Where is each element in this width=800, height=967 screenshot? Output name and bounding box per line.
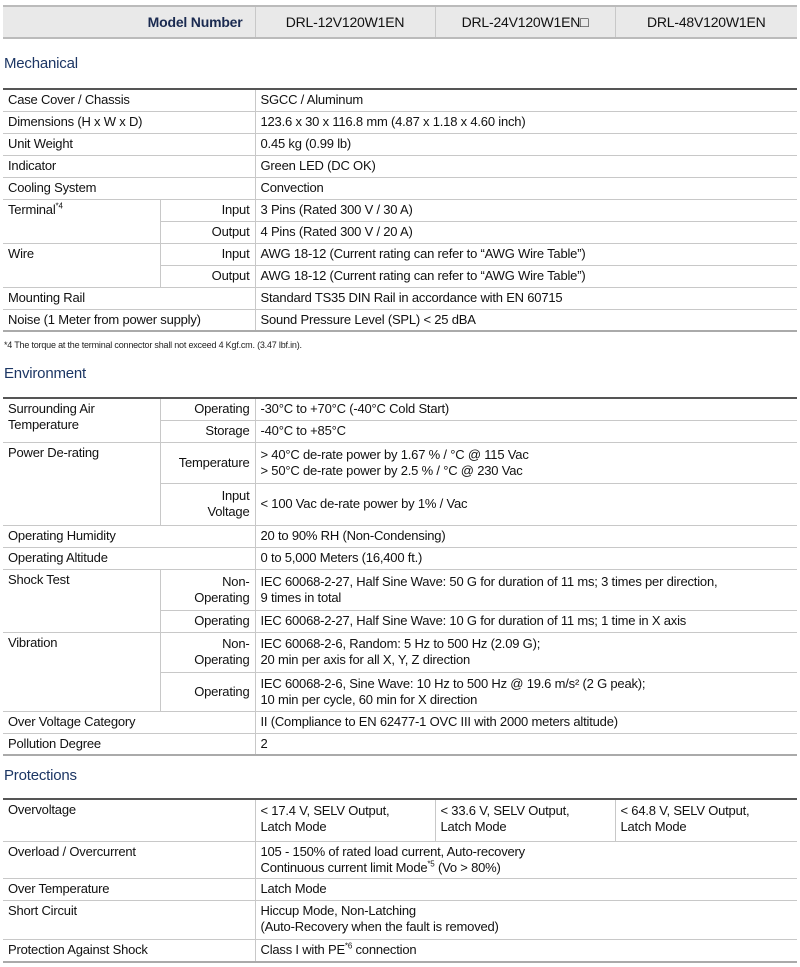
text-line: Input	[221, 246, 250, 261]
text-line: 123.6 x 30 x 116.8 mm (4.87 x 1.18 x 4.60 inch)	[260, 113, 526, 129]
sub-label	[160, 672, 255, 711]
row-label: Dimensions (H x W x D)	[3, 111, 255, 133]
table-row	[3, 155, 797, 177]
text-line: Latch Mode	[260, 880, 327, 896]
footnote-ref: *6	[344, 941, 353, 951]
text-line: Voltage	[207, 504, 250, 519]
text-line: < 17.4 V, SELV Output,	[260, 803, 390, 818]
table-row	[3, 878, 797, 900]
text-line: 0.45 kg (0.99 lb)	[260, 135, 352, 151]
row-label: Short Circuit	[3, 900, 255, 939]
text-line: Operating	[194, 683, 250, 699]
text-line: < 33.6 V, SELV Output,	[440, 803, 570, 818]
text-line: 0 to 5,000 Meters (16,400 ft.)	[260, 549, 423, 565]
text-line: -40°C to +85°C	[260, 423, 346, 438]
model-number-label: Model Number	[147, 14, 243, 30]
text-line: Output	[211, 224, 250, 239]
text-line: IEC 60068-2-6, Random: 5 Hz to 500 Hz (2.09 G);	[260, 636, 541, 651]
text-line: IEC 60068-2-27, Half Sine Wave: 10 G for duration of 11 ms; 1 time in X axis	[260, 613, 687, 628]
table-row	[3, 632, 797, 672]
sub-label	[160, 398, 255, 420]
text-line: IEC 60068-2-27, Half Sine Wave: 50 G for duration of 11 ms; 3 times per direction,	[260, 573, 718, 589]
text-line: Sound Pressure Level (SPL) < 25 dBA	[260, 311, 476, 327]
row-value	[255, 569, 797, 610]
footnote-ref: *4	[55, 201, 63, 211]
row-label: Overvoltage	[3, 799, 255, 841]
row-value	[255, 155, 797, 177]
text-line: Input	[221, 202, 250, 217]
table-row	[3, 287, 797, 309]
row-value	[255, 309, 797, 331]
row-value	[255, 133, 797, 155]
sub-label	[160, 199, 255, 221]
row-value	[255, 398, 797, 420]
row-value	[255, 420, 797, 442]
footnote-ref: *5	[427, 859, 435, 869]
row-label	[3, 569, 160, 632]
table-row	[3, 799, 797, 841]
row-label: Pollution Degree	[3, 733, 255, 755]
text-line: Standard TS35 DIN Rail in accordance with EN 60715	[260, 289, 563, 305]
row-value-model-3	[615, 799, 797, 841]
table-row	[3, 309, 797, 331]
row-value	[255, 483, 797, 525]
text-line: 20 min per axis for all X, Y, Z direction	[260, 652, 471, 667]
text-line: Storage	[205, 423, 250, 438]
text-line: > 50°C de-rate power by 2.5 % / °C @ 230 Vac	[260, 462, 523, 478]
row-value	[255, 287, 797, 309]
sub-label	[160, 483, 255, 525]
row-value-model-1	[255, 799, 435, 841]
row-value	[255, 89, 797, 111]
text-line: II (Compliance to EN 62477-1 OVC III with 2000 meters altitude)	[260, 713, 618, 729]
row-value	[255, 711, 797, 733]
table-row	[3, 111, 797, 133]
sub-label	[160, 442, 255, 483]
row-label: Case Cover / Chassis	[3, 89, 255, 111]
row-value	[255, 939, 797, 962]
table-row	[3, 442, 797, 483]
text-line: 10 min per cycle, 60 min for X direction	[260, 691, 478, 707]
table-row	[3, 569, 797, 610]
text-line: AWG 18-12 (Current rating can refer to “AWG Wire Table”)	[260, 246, 586, 261]
row-value	[255, 243, 797, 265]
row-value	[255, 733, 797, 755]
text-line: 2	[260, 735, 268, 751]
model-48v: DRL-48V120W1EN	[615, 6, 797, 38]
model-12v: DRL-12V120W1EN	[255, 6, 435, 38]
row-label	[3, 632, 160, 711]
sub-label	[160, 569, 255, 610]
row-value	[255, 199, 797, 221]
text-line: < 64.8 V, SELV Output,	[620, 803, 750, 818]
row-value	[255, 525, 797, 547]
text-line: Convection	[260, 179, 324, 195]
row-value	[255, 265, 797, 287]
row-label: Indicator	[3, 155, 255, 177]
row-value	[255, 672, 797, 711]
spec-table-protections	[3, 798, 797, 963]
spec-table-mechanical	[3, 88, 797, 332]
section-title-environment: Environment	[4, 365, 87, 382]
text-line: AWG 18-12 (Current rating can refer to “AWG Wire Table”)	[260, 268, 586, 283]
row-value	[255, 878, 797, 900]
text-line: Non-	[222, 573, 250, 589]
text-line: SGCC / Aluminum	[260, 92, 363, 107]
table-row	[3, 525, 797, 547]
row-label: Overload / Overcurrent	[3, 841, 255, 878]
table-row	[3, 177, 797, 199]
model-header-row	[3, 6, 797, 38]
row-label: Protection Against Shock	[3, 939, 255, 962]
row-label-text: Vibration	[8, 634, 58, 650]
text-line: Green LED (DC OK)	[260, 157, 376, 173]
table-row	[3, 939, 797, 962]
table-row	[3, 841, 797, 878]
table-row	[3, 199, 797, 221]
sub-label	[160, 632, 255, 672]
text-line: Input	[221, 488, 250, 503]
text: Class I with PE$^{*6}$ connection	[260, 941, 417, 957]
sub-label	[160, 221, 255, 243]
row-label: Mounting Rail	[3, 287, 255, 309]
text-line: 4 Pins (Rated 300 V / 20 A)	[260, 224, 413, 239]
text-line: > 40°C de-rate power by 1.67 % / °C @ 115 Vac	[260, 446, 529, 462]
text-line: Temperature	[178, 454, 250, 470]
text-line: < 100 Vac de-rate power by 1% / Vac	[260, 496, 468, 511]
text-line: 105 - 150% of rated load current, Auto-recovery	[260, 843, 525, 859]
row-value-model-2	[435, 799, 615, 841]
table-row	[3, 547, 797, 569]
model-header-table	[3, 5, 797, 39]
text-line: Hiccup Mode, Non-Latching	[260, 902, 416, 918]
row-label: Noise (1 Meter from power supply)	[3, 309, 255, 331]
text-line: (Auto-Recovery when the fault is removed)	[260, 918, 499, 934]
text-line: Latch Mode	[620, 819, 687, 834]
row-value	[255, 841, 797, 878]
table-row	[3, 133, 797, 155]
row-label: Operating Humidity	[3, 525, 255, 547]
sub-label	[160, 265, 255, 287]
text: Continuous current limit Mode$^{*5}$ (Vo > 80%)	[260, 859, 501, 875]
text-line: 20 to 90% RH (Non-Condensing)	[260, 527, 446, 543]
text-line: -30°C to +70°C (-40°C Cold Start)	[260, 401, 450, 417]
table-row	[3, 733, 797, 755]
text-line: Operating	[194, 401, 250, 417]
table-row	[3, 89, 797, 111]
table-row	[3, 900, 797, 939]
row-label	[3, 398, 160, 442]
text-line: Output	[211, 268, 250, 283]
row-label-text: Terminal	[8, 201, 56, 217]
row-label-text: Power De-rating	[8, 444, 99, 460]
spec-table-environment	[3, 397, 797, 756]
text-line: Operating	[194, 613, 250, 628]
section-title-mechanical: Mechanical	[4, 55, 78, 72]
table-row	[3, 398, 797, 420]
text-line: 3 Pins (Rated 300 V / 30 A)	[260, 202, 413, 217]
row-value	[255, 442, 797, 483]
row-label	[3, 199, 160, 243]
sub-label	[160, 420, 255, 442]
row-value	[255, 547, 797, 569]
table-row	[3, 711, 797, 733]
sub-label	[160, 610, 255, 632]
sub-label	[160, 243, 255, 265]
row-value	[255, 632, 797, 672]
row-label-text: Wire	[8, 245, 34, 261]
row-label	[3, 442, 160, 525]
row-label: Unit Weight	[3, 133, 255, 155]
text-line: IEC 60068-2-6, Sine Wave: 10 Hz to 500 Hz @ 19.6 m/s² (2 G peak);	[260, 675, 646, 691]
row-label: Over Temperature	[3, 878, 255, 900]
text-line: Latch Mode	[440, 819, 507, 834]
footnote: *4 The torque at the terminal connector shall not exceed 4 Kgf.cm. (3.47 lbf.in).	[4, 340, 302, 350]
row-label: Over Voltage Category	[3, 711, 255, 733]
row-value	[255, 111, 797, 133]
row-label-text: Shock Test	[8, 571, 70, 587]
model-24v: DRL-24V120W1EN□	[435, 6, 615, 38]
section-title-protections: Protections	[4, 767, 77, 784]
text-line	[261, 942, 793, 958]
text-line	[261, 860, 793, 876]
row-label: Operating Altitude	[3, 547, 255, 569]
text-line: Latch Mode	[260, 819, 327, 834]
row-value	[255, 610, 797, 632]
row-label-text: Surrounding Air Temperature	[8, 401, 95, 432]
row-label: Cooling System	[3, 177, 255, 199]
text-line: Operating	[194, 652, 250, 667]
row-value	[255, 900, 797, 939]
table-row	[3, 243, 797, 265]
row-label	[3, 243, 160, 287]
text-line: 9 times in total	[260, 589, 342, 605]
text-line: Operating	[194, 589, 250, 605]
row-value	[255, 221, 797, 243]
row-value	[255, 177, 797, 199]
text-line: Non-	[222, 636, 250, 651]
